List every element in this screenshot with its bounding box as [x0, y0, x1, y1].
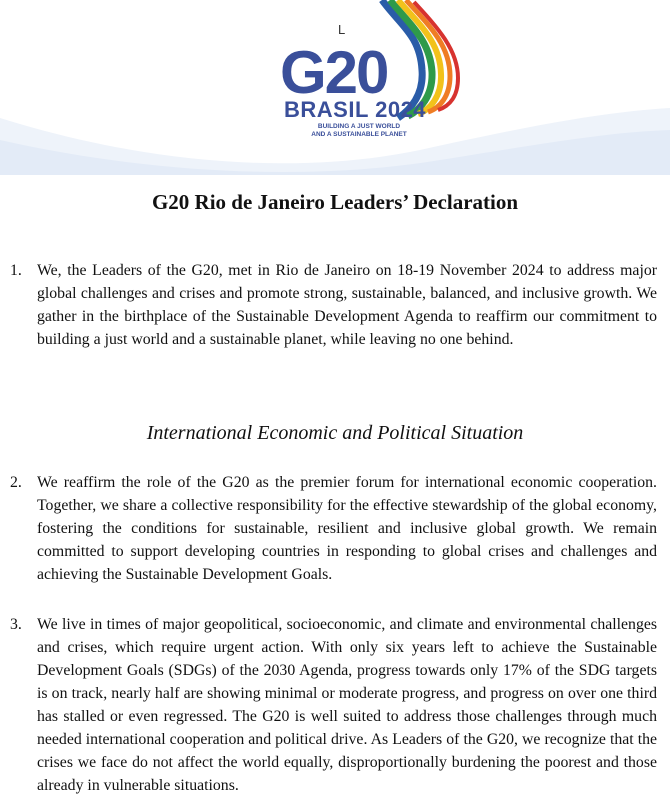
- paragraph-text: We, the Leaders of the G20, met in Rio de Janeiro on 18-19 November 2024 to address major global challenges and crises and promote strong, sustainable, balanced, and inclusive growth. We gather in the birthplace of the Sustainable Development Agenda to reaffirm our commitment to building a just world and a sustainable planet, while leaving no one behind.: [37, 262, 657, 348]
- logo-tagline: [304, 123, 414, 139]
- section-heading: International Economic and Political Situation: [146, 422, 524, 444]
- logo-tagline-line2: AND A SUSTAINABLE PLANET: [311, 131, 407, 138]
- document-title: G20 Rio de Janeiro Leaders’ Declaration: [151, 190, 519, 214]
- paragraph-number: 1.: [10, 262, 22, 279]
- logo-tagline-line1: BUILDING A JUST WORLD: [317, 123, 401, 130]
- paragraph-1: [10, 259, 657, 351]
- paragraph-text: We live in times of major geopolitical, socioeconomic, and climate and environmental challenges and crises, which require urgent action. With only six years left to achieve the Sustainable Development Goals (SDGs) of the 2030 Agenda, progress towards only 17% of the SDG targets is on track, nearly half are showing minimal or moderate progress, and progress on over one third has stalled or even regressed. The G20 is well suited to address those challenges through much needed international cooperation and political drive. As Leaders of the G20, we recognize that the crises we face do not affect the world equally, disproportionally burdening the poorest and those already in vulnerable situations.: [37, 616, 657, 794]
- paragraph-3: [10, 613, 657, 797]
- paragraph-text: We reaffirm the role of the G20 as the premier forum for international economic cooperation. Together, we share a collective responsibility for the effective stewardship of the global economy, fostering the conditions for sustainable, resilient and inclusive global growth. We remain committed to support developing countries in responding to global crises and challenges and achieving the Sustainable Development Goals.: [37, 474, 657, 583]
- logo-edition: BRASIL 2024: [284, 97, 427, 122]
- paragraph-number: 2.: [10, 474, 22, 491]
- stray-mark: L: [338, 22, 346, 37]
- header-band: [0, 0, 670, 175]
- g20-logo: [270, 0, 460, 150]
- logo-g20: G20: [280, 39, 388, 106]
- paragraph-number: 3.: [10, 616, 22, 633]
- paragraph-2: [10, 471, 657, 586]
